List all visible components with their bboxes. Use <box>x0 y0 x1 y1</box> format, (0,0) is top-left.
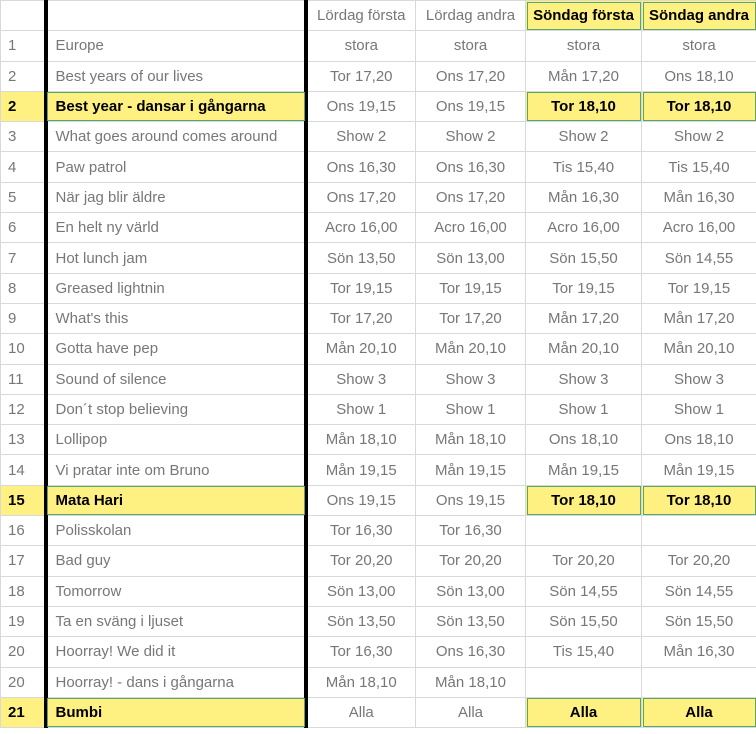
cell-sondag-forsta[interactable] <box>526 667 642 697</box>
cell-sondag-andra[interactable]: Mån 20,10 <box>642 334 756 364</box>
table-row <box>1 546 756 576</box>
cell-sondag-forsta[interactable]: Mån 17,20 <box>526 303 642 333</box>
cell-lordag-andra[interactable]: Show 2 <box>416 122 526 152</box>
cell-sondag-andra[interactable] <box>642 667 756 697</box>
row-number-cell[interactable]: 4 <box>1 152 46 182</box>
row-number-cell[interactable]: 8 <box>1 273 46 303</box>
row-number-cell[interactable]: 15 <box>1 485 46 515</box>
cell-lordag-forsta[interactable]: Mån 18,10 <box>306 667 416 697</box>
cell-sondag-andra[interactable]: Acro 16,00 <box>642 213 756 243</box>
cell-lordag-forsta[interactable]: Tor 16,30 <box>306 637 416 667</box>
row-number-cell[interactable]: 7 <box>1 243 46 273</box>
cell-sondag-forsta[interactable]: Sön 15,50 <box>526 606 642 636</box>
cell-lordag-forsta[interactable]: Show 2 <box>306 122 416 152</box>
cell-lordag-andra[interactable]: Tor 16,30 <box>416 516 526 546</box>
cell-lordag-andra[interactable]: Tor 20,20 <box>416 546 526 576</box>
cell-lordag-andra[interactable]: stora <box>416 31 526 61</box>
table-row <box>1 637 756 667</box>
table-body <box>1 31 756 728</box>
cell-sondag-andra[interactable]: Ons 18,10 <box>642 425 756 455</box>
cell-lordag-andra[interactable]: Ons 16,30 <box>416 637 526 667</box>
cell-lordag-forsta[interactable]: Show 3 <box>306 364 416 394</box>
table-row <box>1 516 756 546</box>
row-name-cell[interactable]: När jag blir äldre <box>46 182 306 212</box>
cell-lordag-forsta[interactable]: Ons 19,15 <box>306 485 416 515</box>
table-row <box>1 213 756 243</box>
table-row <box>1 273 756 303</box>
cell-sondag-andra[interactable]: Mån 16,30 <box>642 637 756 667</box>
cell-sondag-forsta[interactable]: Tor 18,10 <box>526 91 642 121</box>
cell-lordag-forsta[interactable]: Tor 17,20 <box>306 303 416 333</box>
cell-lordag-andra[interactable]: Mån 18,10 <box>416 667 526 697</box>
cell-lordag-forsta[interactable]: Tor 17,20 <box>306 61 416 91</box>
cell-sondag-forsta[interactable]: Tor 19,15 <box>526 273 642 303</box>
cell-lordag-forsta[interactable]: Tor 16,30 <box>306 516 416 546</box>
cell-sondag-andra[interactable]: Tor 20,20 <box>642 546 756 576</box>
row-number-cell[interactable]: 18 <box>1 576 46 606</box>
row-name-cell[interactable]: Gotta have pep <box>46 334 306 364</box>
cell-lordag-andra[interactable]: Ons 19,15 <box>416 91 526 121</box>
row-number-cell[interactable]: 13 <box>1 425 46 455</box>
cell-sondag-andra[interactable]: Show 1 <box>642 394 756 424</box>
row-number-cell[interactable]: 1 <box>1 31 46 61</box>
table-row <box>1 485 756 515</box>
cell-lordag-forsta[interactable]: Sön 13,50 <box>306 606 416 636</box>
cell-sondag-andra[interactable]: Tor 18,10 <box>642 485 756 515</box>
table-row <box>1 31 756 61</box>
row-name-cell[interactable]: What's this <box>46 303 306 333</box>
row-name-cell[interactable]: En helt ny värld <box>46 213 306 243</box>
cell-lordag-forsta[interactable]: Show 1 <box>306 394 416 424</box>
cell-sondag-andra[interactable]: Mån 19,15 <box>642 455 756 485</box>
cell-lordag-andra[interactable]: Ons 17,20 <box>416 61 526 91</box>
cell-lordag-andra[interactable]: Acro 16,00 <box>416 213 526 243</box>
cell-sondag-andra[interactable]: Show 3 <box>642 364 756 394</box>
cell-sondag-forsta[interactable]: stora <box>526 31 642 61</box>
cell-sondag-forsta[interactable]: Show 1 <box>526 394 642 424</box>
cell-lordag-andra[interactable]: Sön 13,50 <box>416 606 526 636</box>
table-row <box>1 455 756 485</box>
row-name-cell[interactable]: Bumbi <box>46 697 306 727</box>
cell-lordag-forsta[interactable]: Acro 16,00 <box>306 213 416 243</box>
cell-lordag-forsta[interactable]: Tor 20,20 <box>306 546 416 576</box>
row-name-cell[interactable]: What goes around comes around <box>46 122 306 152</box>
row-number-cell[interactable]: 2 <box>1 91 46 121</box>
row-number-cell[interactable]: 17 <box>1 546 46 576</box>
cell-sondag-andra[interactable]: stora <box>642 31 756 61</box>
table-row <box>1 425 756 455</box>
row-name-cell[interactable]: Hoorray! We did it <box>46 637 306 667</box>
cell-lordag-andra[interactable]: Ons 16,30 <box>416 152 526 182</box>
cell-sondag-andra[interactable]: Sön 15,50 <box>642 606 756 636</box>
row-number-cell[interactable]: 20 <box>1 637 46 667</box>
row-name-cell[interactable]: Ta en sväng i ljuset <box>46 606 306 636</box>
header-sondag-andra[interactable]: Söndag andra <box>642 1 756 31</box>
cell-sondag-forsta[interactable]: Sön 15,50 <box>526 243 642 273</box>
header-sondag-forsta[interactable]: Söndag första <box>526 1 642 31</box>
cell-sondag-andra[interactable]: Tor 18,10 <box>642 91 756 121</box>
cell-lordag-andra[interactable]: Mån 19,15 <box>416 455 526 485</box>
cell-lordag-forsta[interactable]: Ons 16,30 <box>306 152 416 182</box>
row-number-cell[interactable]: 12 <box>1 394 46 424</box>
table-row <box>1 122 756 152</box>
cell-sondag-andra[interactable]: Mån 16,30 <box>642 182 756 212</box>
cell-sondag-andra[interactable]: Tor 19,15 <box>642 273 756 303</box>
cell-lordag-andra[interactable]: Tor 17,20 <box>416 303 526 333</box>
row-name-cell[interactable]: Don´t stop believing <box>46 394 306 424</box>
row-name-cell[interactable]: Best year - dansar i gångarna <box>46 91 306 121</box>
cell-lordag-andra[interactable]: Show 3 <box>416 364 526 394</box>
row-number-cell[interactable]: 11 <box>1 364 46 394</box>
cell-lordag-forsta[interactable]: Alla <box>306 697 416 727</box>
cell-sondag-forsta[interactable]: Tor 20,20 <box>526 546 642 576</box>
cell-sondag-andra[interactable]: Show 2 <box>642 122 756 152</box>
row-name-cell[interactable]: Hot lunch jam <box>46 243 306 273</box>
cell-lordag-andra[interactable]: Tor 19,15 <box>416 273 526 303</box>
cell-lordag-andra[interactable]: Sön 13,00 <box>416 576 526 606</box>
cell-sondag-andra[interactable]: Alla <box>642 697 756 727</box>
cell-lordag-forsta[interactable]: Ons 19,15 <box>306 91 416 121</box>
row-name-cell[interactable]: Lollipop <box>46 425 306 455</box>
row-name-cell[interactable]: Hoorray! - dans i gångarna <box>46 667 306 697</box>
cell-sondag-forsta[interactable]: Sön 14,55 <box>526 576 642 606</box>
cell-lordag-forsta[interactable]: Mån 18,10 <box>306 425 416 455</box>
cell-sondag-andra[interactable]: Sön 14,55 <box>642 243 756 273</box>
cell-sondag-andra[interactable]: Tis 15,40 <box>642 152 756 182</box>
cell-sondag-forsta[interactable]: Tor 18,10 <box>526 485 642 515</box>
cell-lordag-forsta[interactable]: Sön 13,00 <box>306 576 416 606</box>
cell-sondag-forsta[interactable] <box>526 516 642 546</box>
cell-lordag-andra[interactable]: Sön 13,00 <box>416 243 526 273</box>
row-name-cell[interactable]: Greased lightnin <box>46 273 306 303</box>
row-name-cell[interactable]: Paw patrol <box>46 152 306 182</box>
row-name-cell[interactable]: Polisskolan <box>46 516 306 546</box>
row-name-cell[interactable]: Tomorrow <box>46 576 306 606</box>
row-number-cell[interactable]: 3 <box>1 122 46 152</box>
table-row <box>1 61 756 91</box>
table-row <box>1 334 756 364</box>
cell-sondag-forsta[interactable]: Mån 19,15 <box>526 455 642 485</box>
header-lordag-forsta[interactable]: Lördag första <box>306 1 416 31</box>
row-number-cell[interactable]: 2 <box>1 61 46 91</box>
cell-sondag-forsta[interactable]: Tis 15,40 <box>526 152 642 182</box>
header-number-cell[interactable] <box>1 1 46 31</box>
row-number-cell[interactable]: 21 <box>1 697 46 727</box>
cell-sondag-forsta[interactable]: Acro 16,00 <box>526 213 642 243</box>
cell-lordag-forsta[interactable]: Mån 19,15 <box>306 455 416 485</box>
row-name-cell[interactable]: Bad guy <box>46 546 306 576</box>
row-number-cell[interactable]: 16 <box>1 516 46 546</box>
table-row <box>1 394 756 424</box>
cell-lordag-andra[interactable]: Ons 19,15 <box>416 485 526 515</box>
row-number-cell[interactable]: 6 <box>1 213 46 243</box>
cell-sondag-forsta[interactable]: Show 2 <box>526 122 642 152</box>
cell-lordag-andra[interactable]: Ons 17,20 <box>416 182 526 212</box>
cell-lordag-andra[interactable]: Alla <box>416 697 526 727</box>
row-name-cell[interactable]: Europe <box>46 31 306 61</box>
cell-sondag-forsta[interactable]: Alla <box>526 697 642 727</box>
cell-lordag-forsta[interactable]: Mån 20,10 <box>306 334 416 364</box>
table-row <box>1 364 756 394</box>
header-row <box>1 1 756 31</box>
cell-lordag-andra[interactable]: Show 1 <box>416 394 526 424</box>
cell-sondag-forsta[interactable]: Mån 16,30 <box>526 182 642 212</box>
table-row <box>1 697 756 727</box>
row-name-cell[interactable]: Mata Hari <box>46 485 306 515</box>
cell-lordag-forsta[interactable]: Ons 17,20 <box>306 182 416 212</box>
cell-sondag-andra[interactable]: Sön 14,55 <box>642 576 756 606</box>
row-number-cell[interactable]: 14 <box>1 455 46 485</box>
row-number-cell[interactable]: 5 <box>1 182 46 212</box>
row-number-cell[interactable]: 19 <box>1 606 46 636</box>
table-row <box>1 152 756 182</box>
row-name-cell[interactable]: Sound of silence <box>46 364 306 394</box>
row-number-cell[interactable]: 20 <box>1 667 46 697</box>
cell-lordag-andra[interactable]: Mån 18,10 <box>416 425 526 455</box>
table-row <box>1 243 756 273</box>
cell-sondag-forsta[interactable]: Show 3 <box>526 364 642 394</box>
cell-sondag-forsta[interactable]: Mån 17,20 <box>526 61 642 91</box>
table-row <box>1 606 756 636</box>
cell-sondag-andra[interactable] <box>642 516 756 546</box>
row-number-cell[interactable]: 10 <box>1 334 46 364</box>
cell-lordag-forsta[interactable]: Sön 13,50 <box>306 243 416 273</box>
table-row <box>1 182 756 212</box>
row-number-cell[interactable]: 9 <box>1 303 46 333</box>
header-lordag-andra[interactable]: Lördag andra <box>416 1 526 31</box>
cell-sondag-forsta[interactable]: Tis 15,40 <box>526 637 642 667</box>
cell-sondag-andra[interactable]: Ons 18,10 <box>642 61 756 91</box>
table-row <box>1 303 756 333</box>
table-row <box>1 576 756 606</box>
header-name-cell[interactable] <box>46 1 306 31</box>
row-name-cell[interactable]: Vi pratar inte om Bruno <box>46 455 306 485</box>
row-name-cell[interactable]: Best years of our lives <box>46 61 306 91</box>
cell-lordag-forsta[interactable]: Tor 19,15 <box>306 273 416 303</box>
cell-sondag-forsta[interactable]: Ons 18,10 <box>526 425 642 455</box>
table-row <box>1 91 756 121</box>
cell-sondag-andra[interactable]: Mån 17,20 <box>642 303 756 333</box>
table-row <box>1 667 756 697</box>
cell-lordag-andra[interactable]: Mån 20,10 <box>416 334 526 364</box>
cell-lordag-forsta[interactable]: stora <box>306 31 416 61</box>
cell-sondag-forsta[interactable]: Mån 20,10 <box>526 334 642 364</box>
